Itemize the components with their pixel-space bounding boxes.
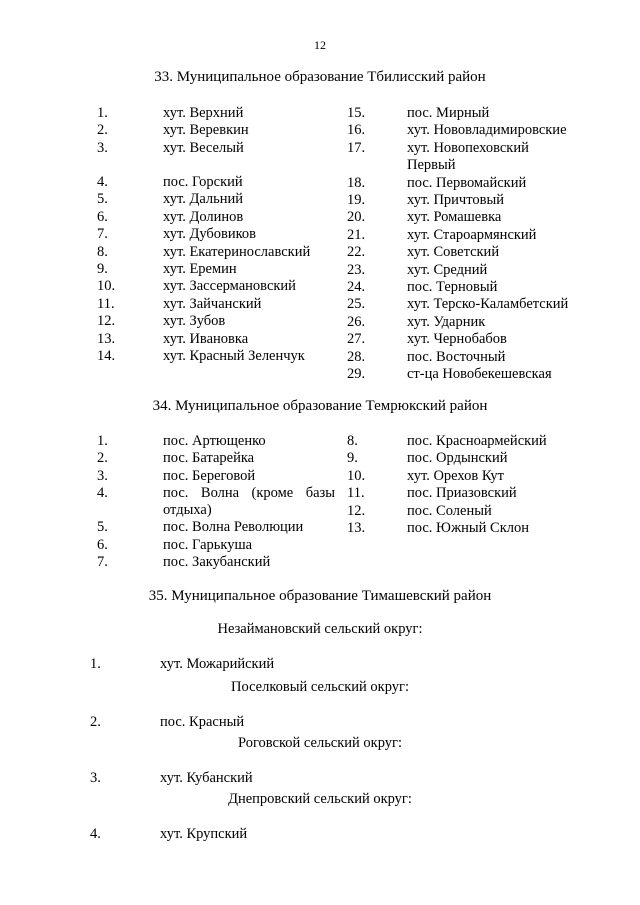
item-number: 5. [97,519,108,536]
item-name: хут. Терско-Каламбетский [407,296,569,313]
item-number: 8. [97,243,108,260]
item-name: отдыха) [163,502,212,518]
list-item [0,449,640,467]
item-number: 3. [90,770,101,786]
item-number: 21. [347,226,366,243]
item-name: пос. Волна Революции [163,519,304,536]
item-number: 24. [347,279,366,295]
list-item [0,104,640,122]
item-name: хут. Зубов [163,313,226,330]
item-name: хут. Ромашевка [407,209,502,226]
list-item [0,226,640,244]
item-name: Первый [407,157,456,174]
item-name: хут. Веселый [163,139,244,156]
item-name: хут. Причтовый [407,192,504,208]
item-name: пос. Артющенко [163,433,266,449]
item-number: 17. [347,139,366,156]
item-name: хут. Можарийский [160,656,275,672]
item-name: хут. Кубанский [160,770,253,786]
item-number: 12. [97,313,116,330]
item-name: хут. Красный Зеленчук [163,348,305,364]
item-number: 27. [347,331,366,348]
item-name: пос. Соленый [407,502,492,519]
item-number: 23. [347,261,366,278]
item-number: 13. [97,330,116,347]
section-33-title: 33. Муниципальное образование Тбилисский район [154,69,486,85]
item-name: хут. Верхний [163,105,244,121]
item-number: 2. [97,450,108,467]
item-number: 13. [347,520,366,536]
list-item [0,348,640,366]
item-number: 4. [90,826,101,842]
okrug-heading: Роговской сельский округ: [237,735,403,751]
item-name: ст-ца Новобекешевская [407,366,552,382]
item-name: хут. Ивановка [163,330,249,347]
item-name: хут. Крупский [160,826,248,842]
list-item [0,365,640,383]
list-item [0,825,640,843]
okrug-heading: Поселковый сельский округ: [230,679,409,695]
item-number: 10. [97,278,116,295]
item-number: 12. [347,502,366,519]
item-name: пос. Волна (кроме базы [163,485,335,501]
item-name: пос. Красный [160,714,245,730]
item-name: пос. Мирный [407,105,490,121]
list-item [0,261,640,279]
item-number: 3. [97,467,108,484]
item-number: 20. [347,209,366,226]
item-name: пос. Восточный [407,348,506,365]
list-item [0,156,640,174]
item-name: хут. Дальний [163,191,244,208]
item-number: 18. [347,174,366,191]
list-item [0,655,640,673]
page-number: 12 [314,38,326,52]
item-number: 16. [347,122,366,139]
item-name: хут. Новопеховский [407,139,529,156]
item-number: 7. [97,226,108,243]
section-34-title: 34. Муниципальное образование Темрюкский район [152,398,488,414]
item-number: 15. [347,105,366,121]
list-item [0,243,640,261]
item-name: хут. Дубовиков [163,226,257,243]
item-name: хут. Долинов [163,208,244,225]
item-name: хут. Староармянский [407,226,537,243]
item-number: 4. [97,174,108,190]
item-number: 19. [347,192,366,208]
item-number: 9. [97,261,108,277]
item-name: хут. Зайчанский [163,295,262,312]
list-item [0,330,640,348]
list-item [0,278,640,296]
item-number: 1. [90,656,101,672]
list-item [0,769,640,787]
section-35-title: 35. Муниципальное образование Тимашевский район [148,588,492,604]
item-number: 25. [347,296,366,313]
item-name: пос. Красноармейский [407,433,547,449]
item-name: хут. Советский [407,244,500,261]
item-name: пос. Батарейка [163,450,255,467]
item-number: 5. [97,191,108,208]
item-name: пос. Южный Склон [407,520,530,536]
item-name: хут. Зассермановский [163,278,296,295]
item-number: 9. [347,450,358,467]
item-number: 4. [97,485,108,501]
list-item [0,121,640,139]
item-name: пос. Первомайский [407,174,527,191]
item-number: 22. [347,244,366,261]
item-name: пос. Ордынский [407,450,508,467]
list-item [0,467,640,485]
item-number: 8. [347,433,358,449]
item-number: 11. [347,485,365,502]
item-name: пос. Приазовский [407,485,517,502]
item-number: 11. [97,295,115,312]
item-name: хут. Нововладимировские [407,122,567,139]
item-number: 14. [97,348,116,364]
item-name: хут. Орехов Кут [407,467,504,484]
item-number: 10. [347,467,366,484]
list-item [0,519,640,537]
item-name: хут. Чернобабов [407,331,507,348]
item-number: 28. [347,348,366,365]
list-item [0,191,640,209]
list-item [0,713,640,731]
item-name: пос. Горский [163,174,243,190]
item-name: хут. Средний [407,261,488,278]
item-number: 3. [97,139,108,156]
item-number: 6. [97,536,108,553]
okrug-heading: Незаймановский сельский округ: [217,621,423,637]
item-number: 7. [97,554,108,571]
list-item [0,553,640,571]
okrug-heading: Днепровский сельский округ: [228,791,412,807]
item-name: пос. Закубанский [163,554,271,571]
list-item [0,139,640,157]
item-number: 2. [90,714,101,730]
item-number: 1. [97,433,108,449]
list-item [0,502,640,520]
list-item [0,208,640,226]
item-name: хут. Веревкин [163,122,249,139]
item-name: пос. Береговой [163,467,256,484]
list-item [0,432,640,450]
list-item [0,295,640,313]
list-item [0,313,640,331]
list-item [0,536,640,554]
list-item [0,484,640,502]
item-name: хут. Еремин [163,261,237,277]
item-number: 29. [347,366,366,382]
item-number: 26. [347,313,366,330]
item-name: пос. Гарькуша [163,536,253,553]
item-number: 1. [97,105,108,121]
list-item [0,174,640,192]
item-name: хут. Екатеринославский [163,243,311,260]
item-name: хут. Ударник [407,313,486,330]
item-number: 6. [97,208,108,225]
item-name: пос. Терновый [407,279,498,295]
item-number: 2. [97,122,108,139]
